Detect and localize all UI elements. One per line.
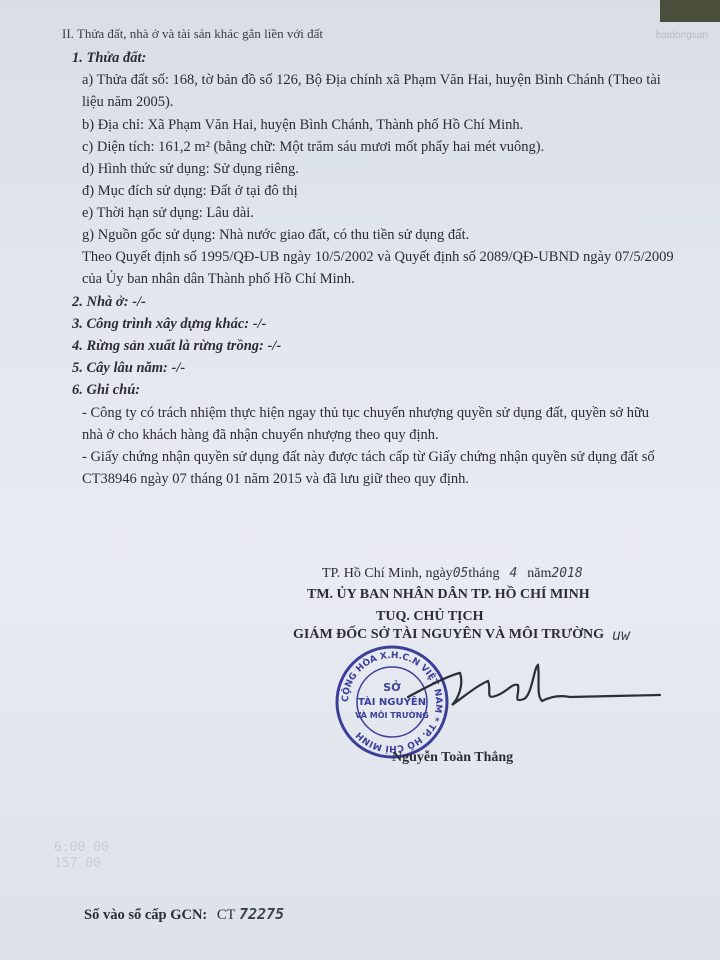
section-header: II. Thửa đất, nhà ở và tài sản khác gắn liền với đất: [62, 26, 323, 41]
section2-house: 2. Nhà ở: -/-: [72, 294, 146, 310]
note-1-cont: nhà ở cho khách hàng đã nhận chuyển nhượng theo quy định.: [82, 427, 439, 443]
date-month-label: tháng: [468, 566, 500, 581]
seal-ring-text: CỘNG HÒA X.H.C.N VIỆT NAM * TP. HỒ CHÍ MINH: [340, 650, 444, 754]
registry-label: Số vào sổ cấp GCN:: [84, 907, 208, 923]
date-day: 05: [452, 566, 469, 581]
date-month: 4: [509, 566, 518, 581]
parcel-number: a) Thửa đất số: 168, tờ bản đồ số 126, Bộ Địa chính xã Phạm Văn Hai, huyện Bình Chánh (Theo tài: [82, 72, 661, 88]
parcel-number-cont: liệu năm 2005).: [82, 94, 174, 110]
registry-prefix: CT: [216, 907, 236, 923]
usage-form: d) Hình thức sử dụng: Sử dụng riêng.: [82, 161, 299, 177]
watermark: batdongsan: [655, 30, 708, 41]
section4-forest: 4. Rừng sản xuất là rừng trồng: -/-: [72, 338, 282, 354]
faint-number-1: 6:00 00: [54, 840, 109, 855]
note-1: - Công ty có trách nhiệm thực hiện ngay thủ tục chuyển nhượng quyền sử dụng đất, quyền sở hữu: [82, 405, 650, 421]
signing-role-2: GIÁM ĐỐC SỞ TÀI NGUYÊN VÀ MÔI TRƯỜNG: [293, 627, 605, 642]
handwritten-initials: uw: [612, 626, 631, 644]
decision-authority: của Ủy ban nhân dân Thành phố Hồ Chí Minh.: [82, 271, 355, 287]
usage-term: e) Thời hạn sử dụng: Lâu dài.: [82, 205, 254, 221]
seal-line-1: SỞ: [383, 681, 401, 694]
note-2-cont: CT38946 ngày 07 tháng 01 năm 2015 và đã lưu giữ theo quy định.: [82, 471, 470, 487]
usage-origin: g) Nguồn gốc sử dụng: Nhà nước giao đất, có thu tiền sử dụng đất.: [82, 227, 470, 243]
date-prefix: TP. Hồ Chí Minh, ngày: [322, 566, 453, 581]
seal-line-3: VÀ MÔI TRƯỜNG: [355, 711, 429, 720]
seal-line-2: TÀI NGUYÊN: [357, 697, 427, 708]
signing-role-1: TUQ. CHỦ TỊCH: [376, 609, 484, 624]
signature-scribble-icon: [400, 655, 670, 725]
faint-numbers: [54, 840, 109, 872]
date-year-label: năm: [527, 566, 552, 581]
usage-purpose: đ) Mục đích sử dụng: Đất ở tại đô thị: [82, 183, 298, 199]
section5-perennial: 5. Cây lâu năm: -/-: [72, 360, 186, 376]
registry-value: 72275: [239, 905, 285, 923]
faint-number-2: 157 00: [54, 856, 101, 871]
section6-title: 6. Ghi chú:: [72, 382, 141, 398]
registry-number: [84, 905, 284, 924]
signing-date: [322, 566, 583, 582]
signing-organization: TM. ỦY BAN NHÂN DÂN TP. HỒ CHÍ MINH: [307, 587, 590, 602]
section1-title: 1. Thửa đất:: [72, 50, 147, 66]
note-2: - Giấy chứng nhận quyền sử dụng đất này được tách cấp từ Giấy chứng nhận quyền sử dụng đất số: [82, 449, 655, 465]
parcel-address: b) Địa chỉ: Xã Phạm Văn Hai, huyện Bình Chánh, Thành phố Hồ Chí Minh.: [82, 117, 524, 133]
signer-name: Nguyễn Toàn Thắng: [392, 750, 514, 765]
decision-reference: Theo Quyết định số 1995/QĐ-UB ngày 10/5/2002 và Quyết định số 2089/QĐ-UBND ngày 07/5/2009: [82, 249, 674, 265]
parcel-area: c) Diện tích: 161,2 m² (bằng chữ: Một trăm sáu mươi mốt phẩy hai mét vuông).: [82, 139, 545, 155]
section3-other-works: 3. Công trình xây dựng khác: -/-: [72, 316, 267, 332]
date-year: 2018: [551, 566, 583, 581]
